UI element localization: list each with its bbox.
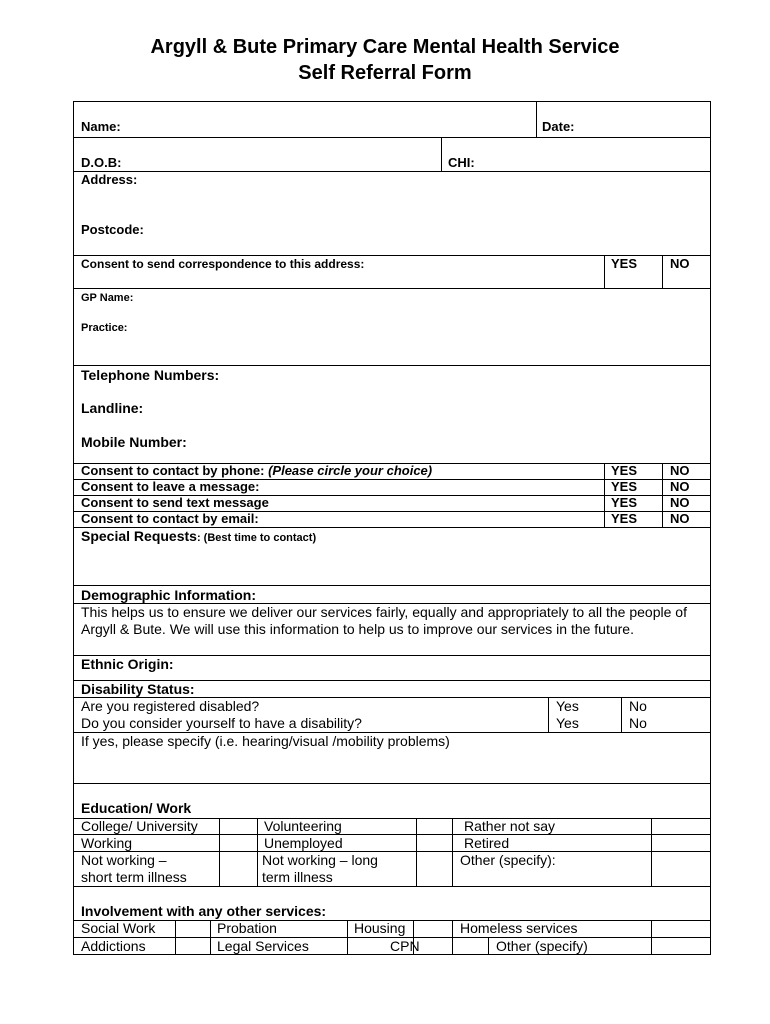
- option-not-working-short-1: Not working –: [81, 852, 167, 868]
- disability-specify-field[interactable]: If yes, please specify (i.e. hearing/visual /mobility problems): [81, 733, 450, 749]
- service-cpn: CPN: [390, 938, 420, 954]
- row-divider: [74, 171, 710, 172]
- ethnic-origin-field[interactable]: Ethnic Origin:: [81, 656, 174, 672]
- col-divider: [621, 697, 622, 732]
- mobile-field[interactable]: Mobile Number:: [81, 434, 187, 450]
- option-other-specify: Other (specify):: [460, 852, 556, 868]
- row-divider: [74, 783, 710, 784]
- services-heading: Involvement with any other services:: [81, 903, 327, 919]
- col-divider: [604, 255, 605, 288]
- consent-email-no[interactable]: NO: [670, 511, 690, 526]
- row-divider: [74, 288, 710, 289]
- option-retired: Retired: [464, 835, 510, 851]
- col-divider: [548, 697, 549, 732]
- row-divider: [74, 365, 710, 366]
- consider-disability-question: Do you consider yourself to have a disability?: [81, 715, 362, 731]
- chi-field[interactable]: CHI:: [448, 155, 475, 170]
- disability-heading: Disability Status:: [81, 681, 195, 697]
- gp-name-field[interactable]: GP Name:: [81, 292, 134, 304]
- option-not-working-long-2: term illness: [262, 869, 333, 885]
- service-probation: Probation: [217, 920, 277, 936]
- referral-form-table: [73, 101, 711, 955]
- col-divider: [536, 102, 537, 137]
- col-divider: [452, 818, 453, 886]
- col-divider: [441, 137, 442, 171]
- name-field[interactable]: Name:: [81, 119, 121, 134]
- option-volunteering: Volunteering: [264, 818, 342, 834]
- service-social-work: Social Work: [81, 920, 156, 936]
- consent-email-label: Consent to contact by email:: [81, 511, 259, 526]
- service-other: Other (specify): [496, 938, 588, 954]
- option-rather-not-say: Rather not say: [464, 818, 556, 834]
- row-divider: [74, 886, 710, 887]
- consent-phone-note: (Please circle your choice): [268, 463, 433, 478]
- consent-email-yes[interactable]: YES: [611, 511, 638, 526]
- consent-text-yes[interactable]: YES: [611, 495, 638, 510]
- postcode-field[interactable]: Postcode:: [81, 222, 144, 237]
- form-title: Argyll & Bute Primary Care Mental Health Service: [150, 36, 620, 58]
- col-divider: [347, 920, 348, 955]
- col-divider: [662, 255, 663, 288]
- address-field[interactable]: Address:: [81, 172, 138, 187]
- row-divider: [74, 137, 710, 138]
- service-legal: Legal Services: [217, 938, 309, 954]
- option-unemployed: Unemployed: [264, 835, 343, 851]
- row-divider: [74, 585, 710, 586]
- consent-phone-yes[interactable]: YES: [611, 463, 638, 478]
- consent-address-no[interactable]: NO: [670, 256, 690, 271]
- option-college-university: College/ University: [81, 818, 198, 834]
- telephone-heading: Telephone Numbers:: [81, 367, 220, 383]
- practice-field[interactable]: Practice:: [81, 322, 128, 334]
- service-homeless: Homeless services: [460, 920, 578, 936]
- landline-field[interactable]: Landline:: [81, 400, 144, 416]
- col-divider: [604, 463, 605, 527]
- consent-address-label: Consent to send correspondence to this address:: [81, 257, 365, 271]
- consent-text-no[interactable]: NO: [670, 495, 690, 510]
- service-addictions: Addictions: [81, 938, 146, 954]
- registered-disabled-question: Are you registered disabled?: [81, 698, 260, 714]
- special-requests-label: Special Requests: [81, 528, 197, 544]
- service-housing: Housing: [354, 920, 406, 936]
- col-divider: [452, 920, 453, 955]
- col-divider: [219, 818, 220, 886]
- consent-phone-text: Consent to contact by phone:: [81, 463, 265, 478]
- consent-message-yes[interactable]: YES: [611, 479, 638, 494]
- consent-message-no[interactable]: NO: [670, 479, 690, 494]
- education-heading: Education/ Work: [81, 800, 192, 816]
- col-divider: [210, 920, 211, 955]
- consider-disability-no[interactable]: No: [629, 715, 647, 731]
- registered-disabled-no[interactable]: No: [629, 698, 647, 714]
- date-field[interactable]: Date:: [542, 119, 575, 134]
- col-divider: [651, 818, 652, 886]
- option-not-working-long-1: Not working – long: [262, 852, 378, 868]
- consent-message-label: Consent to leave a message:: [81, 479, 260, 494]
- consent-address-yes[interactable]: YES: [611, 256, 638, 271]
- col-divider: [651, 920, 652, 955]
- consent-text-label: Consent to send text message: [81, 495, 269, 510]
- registered-disabled-yes[interactable]: Yes: [556, 698, 579, 714]
- consent-phone-label: [81, 463, 432, 479]
- col-divider: [488, 937, 489, 955]
- consent-phone-no[interactable]: NO: [670, 463, 690, 478]
- option-working: Working: [81, 835, 133, 851]
- demographic-intro: This helps us to ensure we deliver our services fairly, equally and appropriately to all the people of Argyll & Bute. We will use this information to help us to improve our services in the future.: [81, 604, 687, 637]
- form-subtitle: Self Referral Form: [298, 62, 472, 84]
- special-requests-field[interactable]: [81, 528, 316, 546]
- col-divider: [175, 920, 176, 955]
- consider-disability-yes[interactable]: Yes: [556, 715, 579, 731]
- dob-field[interactable]: D.O.B:: [81, 155, 122, 170]
- col-divider: [416, 818, 417, 886]
- option-not-working-short-2: short term illness: [81, 869, 187, 885]
- col-divider: [662, 463, 663, 527]
- demographic-heading: Demographic Information:: [81, 587, 257, 603]
- col-divider: [257, 818, 258, 886]
- row-divider: [74, 851, 710, 852]
- special-requests-note: : (Best time to contact): [196, 532, 317, 544]
